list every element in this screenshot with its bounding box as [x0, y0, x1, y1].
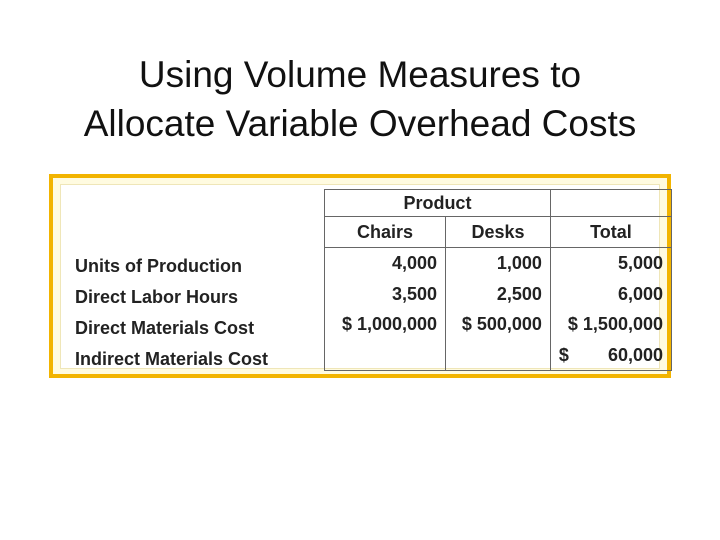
slide-title-line-2: Allocate Variable Overhead Costs [83, 103, 637, 144]
cell-direct-materials-chairs: $ 1,000,000 [325, 309, 446, 340]
column-header-total: Total [550, 217, 671, 248]
cell-indirect-materials-total [550, 339, 671, 370]
product-grid [324, 189, 672, 371]
product-header-spacer [550, 190, 671, 217]
table-row [325, 247, 672, 278]
cell-units-total: 5,000 [550, 247, 671, 278]
indirect-materials-dollar-sign: $ [558, 344, 569, 365]
indirect-materials-total-amount: 60,000 [607, 344, 663, 365]
cell-indirect-materials-desks [446, 339, 551, 370]
column-header-desks: Desks [446, 217, 551, 248]
cell-labor-total: 6,000 [550, 278, 671, 309]
slide-title-line-1: Using Volume Measures to [138, 54, 582, 95]
table-row [325, 278, 672, 309]
cell-units-chairs: 4,000 [325, 247, 446, 278]
slide-title [0, 50, 720, 148]
row-label-direct-materials-cost: Direct Materials Cost [75, 318, 255, 338]
row-labels [75, 251, 325, 375]
cell-indirect-materials-chairs [325, 339, 446, 370]
table-row [325, 309, 672, 340]
cell-direct-materials-total: $ 1,500,000 [550, 309, 671, 340]
table-row [325, 339, 672, 370]
cell-direct-materials-desks: $ 500,000 [446, 309, 551, 340]
row-label-units-of-production: Units of Production [75, 256, 242, 276]
cost-data-table [60, 184, 663, 369]
column-header-chairs: Chairs [325, 217, 446, 248]
product-group-header: Product [325, 190, 551, 217]
row-label-direct-labor-hours: Direct Labor Hours [75, 287, 239, 307]
cell-units-desks: 1,000 [446, 247, 551, 278]
cell-labor-desks: 2,500 [446, 278, 551, 309]
cell-labor-chairs: 3,500 [325, 278, 446, 309]
cost-data-table-frame [49, 174, 671, 378]
row-label-indirect-materials-cost: Indirect Materials Cost [75, 349, 269, 369]
